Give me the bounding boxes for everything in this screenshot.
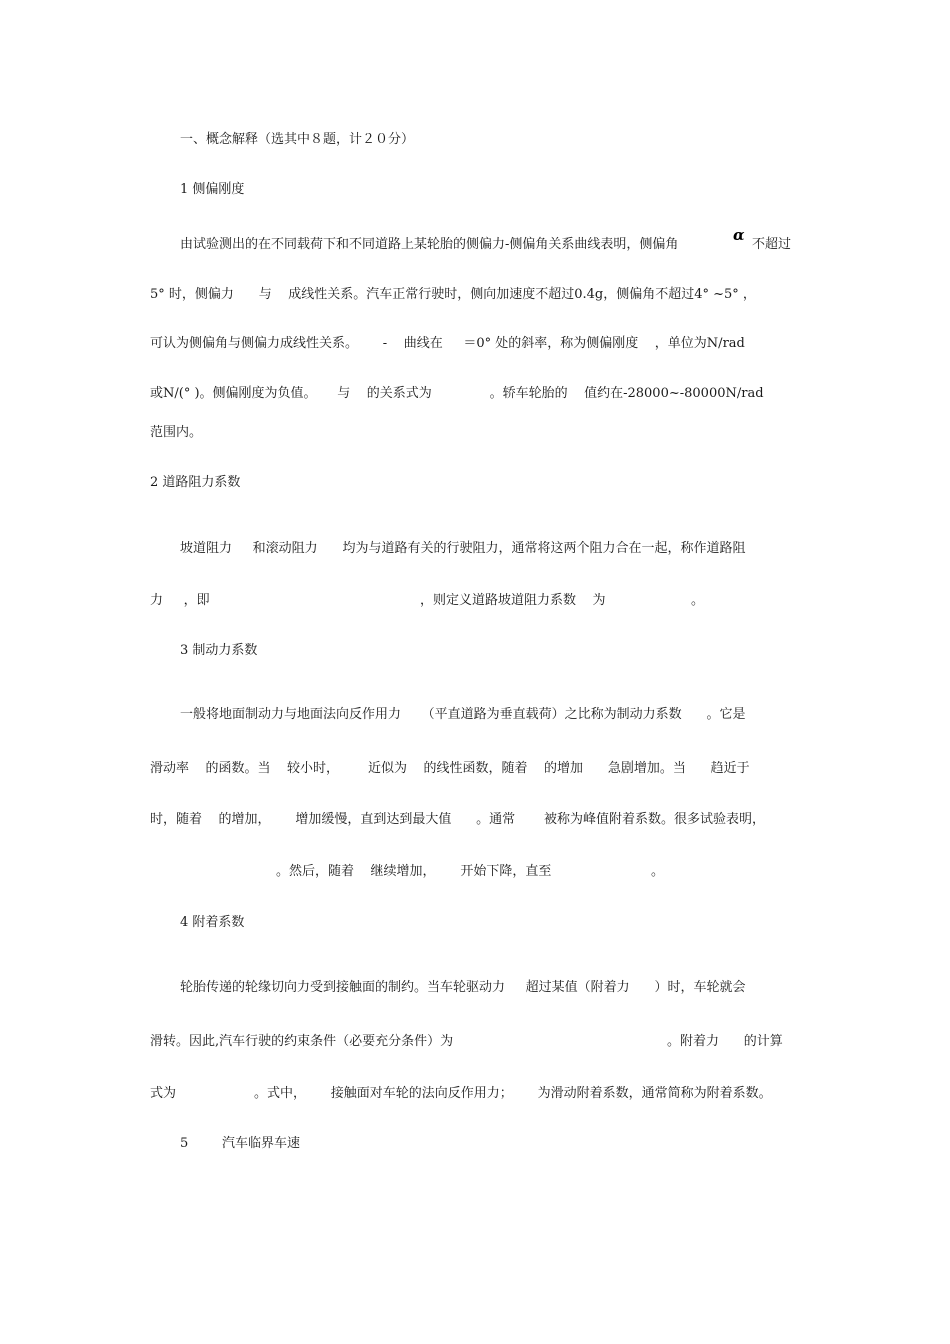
paragraph-line: ，则定义道路坡道阻力系数 为 xyxy=(420,593,606,608)
item-title-adhesion-coefficient: 4 附着系数 xyxy=(180,915,245,930)
paragraph-line: 。 xyxy=(651,864,665,879)
paragraph-line: 。 xyxy=(691,593,705,608)
paragraph-line: 或N/(° )。侧偏刚度为负值。 与 的关系式为 。轿车轮胎的 值约在-28000~-80000N/rad xyxy=(150,386,764,401)
paragraph-line: 由试验测出的在不同载荷下和不同道路上某轮胎的侧偏力-侧偏角关系曲线表明，侧偏角 xyxy=(180,237,679,252)
paragraph-line: 范围内。 xyxy=(150,425,203,440)
item-title-cornering-stiffness: 1 侧偏刚度 xyxy=(180,182,245,197)
paragraph-line: 时，随着 的增加， 增加缓慢，直到达到最大值 。通常 被称为峰值附着系数。很多试验表明， xyxy=(150,812,766,827)
alpha-symbol: α xyxy=(733,226,745,244)
paragraph-line: 。然后，随着 继续增加， 开始下降，直至 xyxy=(276,864,552,879)
paragraph-line: 式为 xyxy=(150,1086,177,1101)
paragraph-line: 坡道阻力 和滚动阻力 均为与道路有关的行驶阻力，通常将这两个阻力合在一起，称作道路阻 xyxy=(180,541,746,556)
item-title-braking-force-coefficient: 3 制动力系数 xyxy=(180,643,258,658)
paragraph-line: 可认为侧偏角与侧偏力成线性关系。 - 曲线在 ＝0° 处的斜率，称为侧偏刚度 ，单位为N/rad xyxy=(150,336,745,351)
paragraph-line: 不超过 xyxy=(752,237,792,252)
item-title-road-resistance: 2 道路阻力系数 xyxy=(150,475,241,490)
item-number: 5 xyxy=(180,1136,189,1151)
paragraph-line: 。附着力 的计算 xyxy=(667,1034,783,1049)
paragraph-line: 轮胎传递的轮缘切向力受到接触面的制约。当车轮驱动力 超过某值（附着力 ）时，车轮就会 xyxy=(180,980,746,995)
item-title-critical-speed: 汽车临界车速 xyxy=(222,1136,301,1151)
paragraph-line: 力 ，即 xyxy=(150,593,210,608)
paragraph-line: 。式中， 接触面对车轮的法向反作用力； 为滑动附着系数，通常简称为附着系数。 xyxy=(254,1086,772,1101)
section-heading: 一、概念解释（选其中８题，计２０分） xyxy=(180,132,415,147)
paragraph-line: 5° 时，侧偏力 与 成线性关系。汽车正常行驶时，侧向加速度不超过0.4g，侧偏角不超过4° ~5° ， xyxy=(150,287,756,302)
paragraph-line: 滑动率 的函数。当 较小时， 近似为 的线性函数，随着 的增加 急剧增加。当 趋近于 xyxy=(150,761,750,776)
paragraph-line: 一般将地面制动力与地面法向反作用力 （平直道路为垂直载荷）之比称为制动力系数 。它是 xyxy=(180,707,746,722)
paragraph-line: 滑转。因此,汽车行驶的约束条件（必要充分条件）为 xyxy=(150,1034,454,1049)
